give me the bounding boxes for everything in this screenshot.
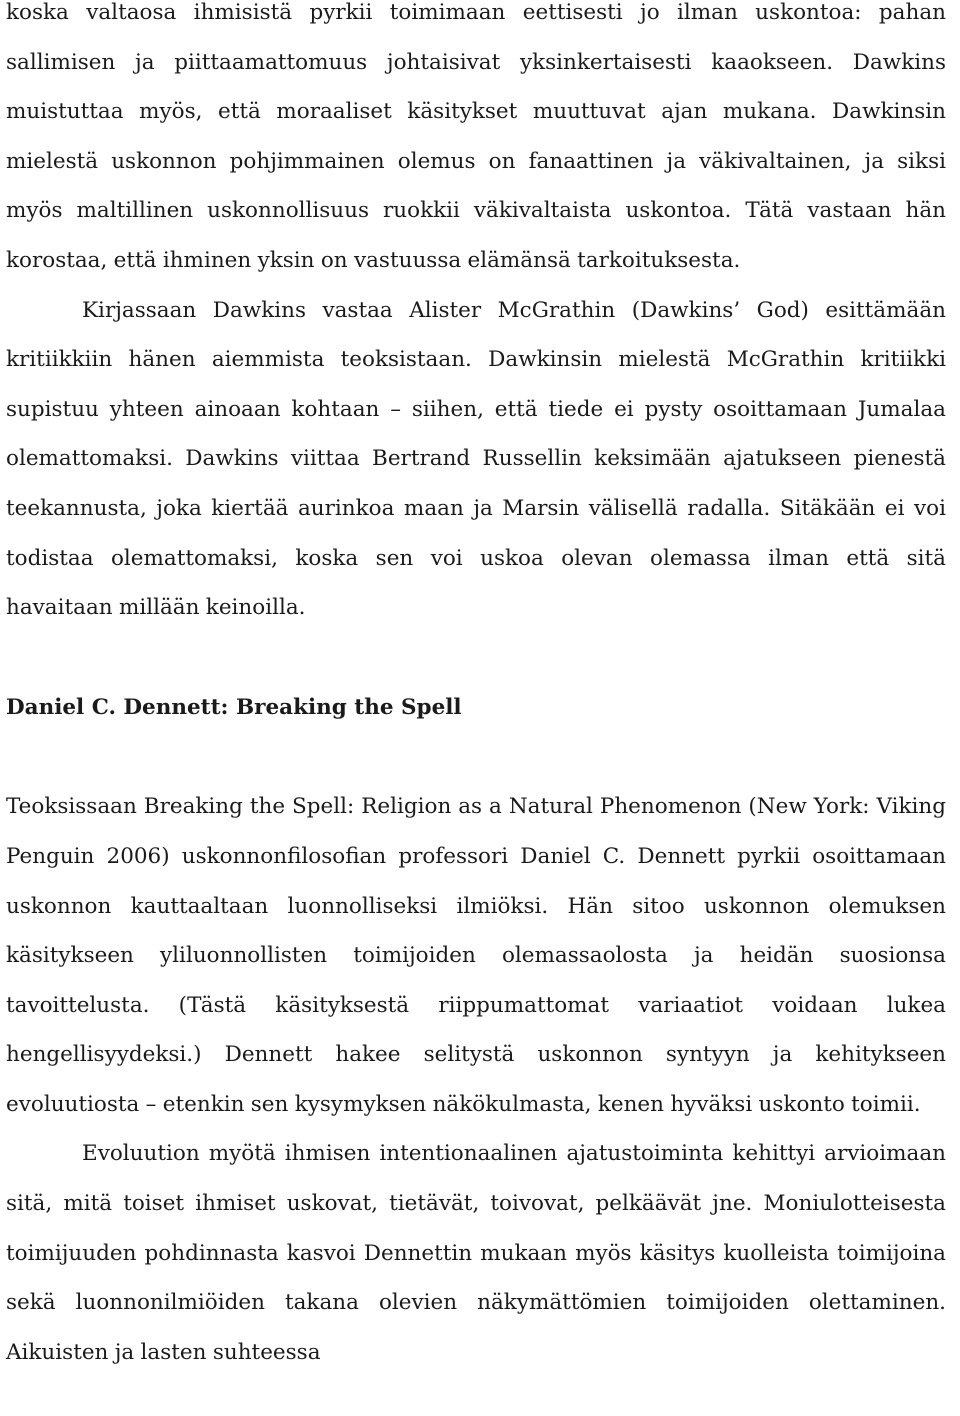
section-spacer (6, 633, 946, 683)
paragraph-dennett-intro: Teoksissaan Breaking the Spell: Religion as a Natural Phenomenon (New York: Viking Penguin 2006) uskonnonfilosofian professori Daniel C. Dennett pyrkii osoittamaan uskonnon kauttaaltaan luonnolliseksi ilmiöksi. Hän sitoo uskonnon olemuksen käsitykseen yliluonnollisten toimijoiden olemassaolosta ja heidän suosionsa tavoittelusta. (Tästä käsityksestä riippumattomat variaatiot voidaan lukea hengellisyydeksi.) Dennett hakee selitystä uskonnon syntyyn ja kehitykseen evoluutiosta – etenkin sen kysymyksen näkökulmasta, kenen hyväksi uskonto toimii. (6, 794, 946, 1117)
document-page (6, 0, 946, 1377)
paragraph-dawkins-mcgrath: Kirjassaan Dawkins vastaa Alister McGrathin (Dawkins’ God) esittämään kritiikkiin hänen aiemmista teoksistaan. Dawkinsin mielestä McGrathin kritiikki supistuu yhteen ainoaan kohtaan – siihen, että tiede ei pysty osoittamaan Jumalaa olemattomaksi. Dawkins viittaa Bertrand Russellin keksimään ajatukseen pienestä teekannusta, joka kiertää aurinkoa maan ja Marsin välisellä radalla. Sitäkään ei voi todistaa olemattomaksi, koska sen voi uskoa olevan olemassa ilman että sitä havaitaan millään keinoilla. (6, 297, 946, 621)
section-heading-dennett: Daniel C. Dennett: Breaking the Spell (6, 694, 462, 720)
heading-spacer (6, 732, 946, 782)
paragraph-dennett-evolution: Evoluution myötä ihmisen intentionaalinen ajatustoiminta kehittyi arvioimaan sitä, mitä toiset ihmiset uskovat, tietävät, toivovat, pelkäävät jne. Moniulotteisesta toimijuuden pohdinnasta kasvoi Dennettin mukaan myös käsitys kuolleista toimijoina sekä luonnonilmiöiden takana olevien näkymättömien toimijoiden olettaminen. Aikuisten ja lasten suhteessa (6, 1141, 946, 1365)
paragraph-dawkins-morality: koska valtaosa ihmisistä pyrkii toimimaan eettisesti jo ilman uskontoa: pahan sallimisen ja piittaamattomuus johtaisivat yksinkertaisesti kaaokseen. Dawkins muistuttaa myös, että moraaliset käsitykset muuttuvat ajan mukana. Dawkinsin mielestä uskonnon pohjimmainen olemus on fanaattinen ja väkivaltainen, ja siksi myös maltillinen uskonnollisuus ruokkii väkivaltaista uskontoa. Tätä vastaan hän korostaa, että ihminen yksin on vastuussa elämänsä tarkoituksesta. (6, 0, 946, 273)
